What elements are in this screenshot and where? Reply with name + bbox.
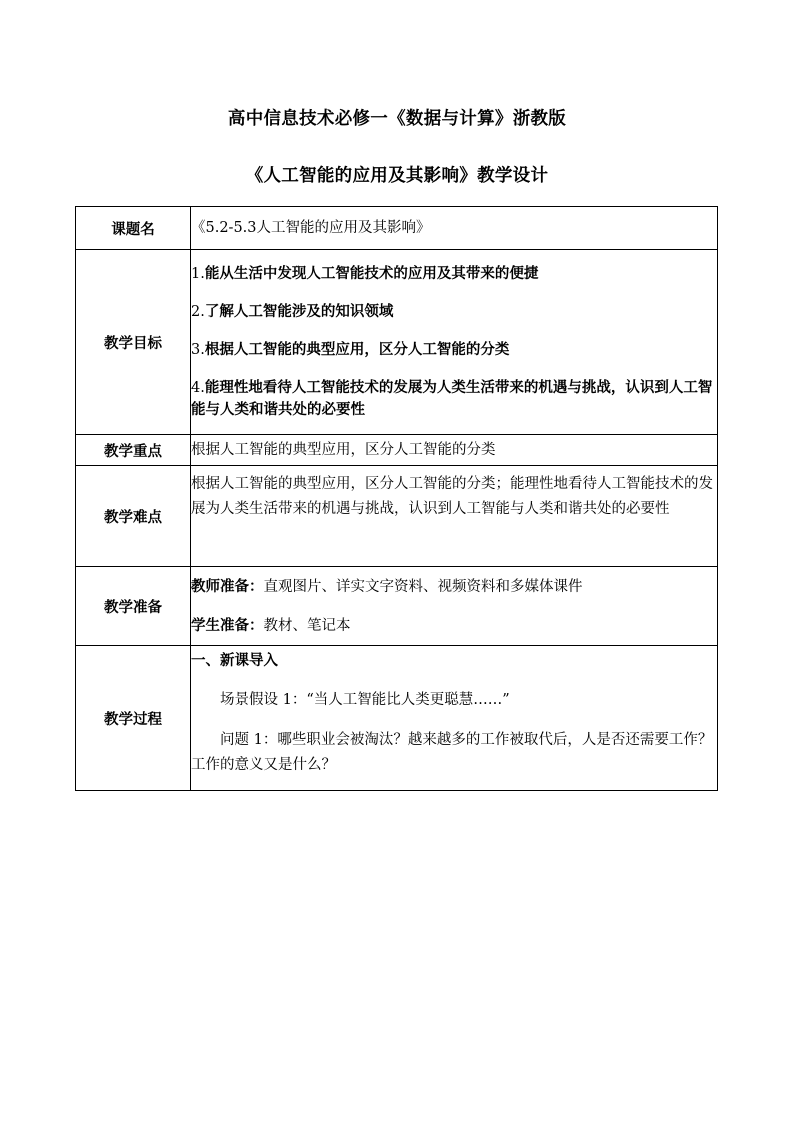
preparation-label: 教学准备 [76, 567, 191, 646]
table-row-process [76, 646, 718, 791]
key-points-text: 根据人工智能的典型应用，区分人工智能的分类 [191, 442, 496, 458]
lesson-plan-table [75, 206, 718, 791]
objectives-label: 教学目标 [76, 250, 191, 435]
table-row-topic [76, 207, 718, 250]
difficulties-text: 根据人工智能的典型应用，区分人工智能的分类；能理性地看待人工智能技术的发展为人类生活带来的机遇与挑战，认识到人工智能与人类和谐共处的必要性 [191, 476, 713, 517]
objective-item: 2.了解人工智能涉及的知识领域 [191, 303, 394, 320]
topic-label: 课题名 [76, 207, 191, 250]
document-title: 高中信息技术必修一《数据与计算》浙教版 [227, 109, 567, 129]
process-cell [191, 646, 718, 791]
preparation-cell [191, 567, 718, 646]
table-row-key-points [76, 435, 718, 466]
objective-item: 3.根据人工智能的典型应用，区分人工智能的分类 [191, 341, 510, 358]
difficulties-cell [191, 466, 718, 567]
process-label: 教学过程 [76, 646, 191, 791]
topic-value [191, 207, 718, 250]
topic-text: 《5.2-5.3人工智能的应用及其影响》 [191, 220, 431, 236]
process-scenario: 场景假设 1：“当人工智能比人类更聪慧……” [220, 692, 510, 708]
student-preparation: 学生准备：教材、笔记本 [191, 616, 351, 634]
teacher-preparation: 教师准备：直观图片、详实文字资料、视频资料和多媒体课件 [191, 577, 583, 595]
key-points-cell [191, 435, 718, 466]
objective-item: 4.能理性地看待人工智能技术的发展为人类生活带来的机遇与挑战，认识到人工智能与人类和谐共处的必要性 [191, 379, 713, 418]
table-row-difficulties [76, 466, 718, 567]
difficulties-label: 教学难点 [76, 466, 191, 567]
process-question: 问题 1：哪些职业会被淘汰？越来越多的工作被取代后，人是否还需要工作？工作的意义又是什么？ [191, 732, 713, 773]
table-row-objectives [76, 250, 718, 435]
table-row-preparation [76, 567, 718, 646]
document-subtitle: 《人工智能的应用及其影响》教学设计 [245, 166, 549, 186]
process-section-title: 一、新课导入 [191, 652, 278, 669]
key-points-label: 教学重点 [76, 435, 191, 466]
objective-item: 1.能从生活中发现人工智能技术的应用及其带来的便捷 [191, 265, 539, 282]
objectives-cell [191, 250, 718, 435]
